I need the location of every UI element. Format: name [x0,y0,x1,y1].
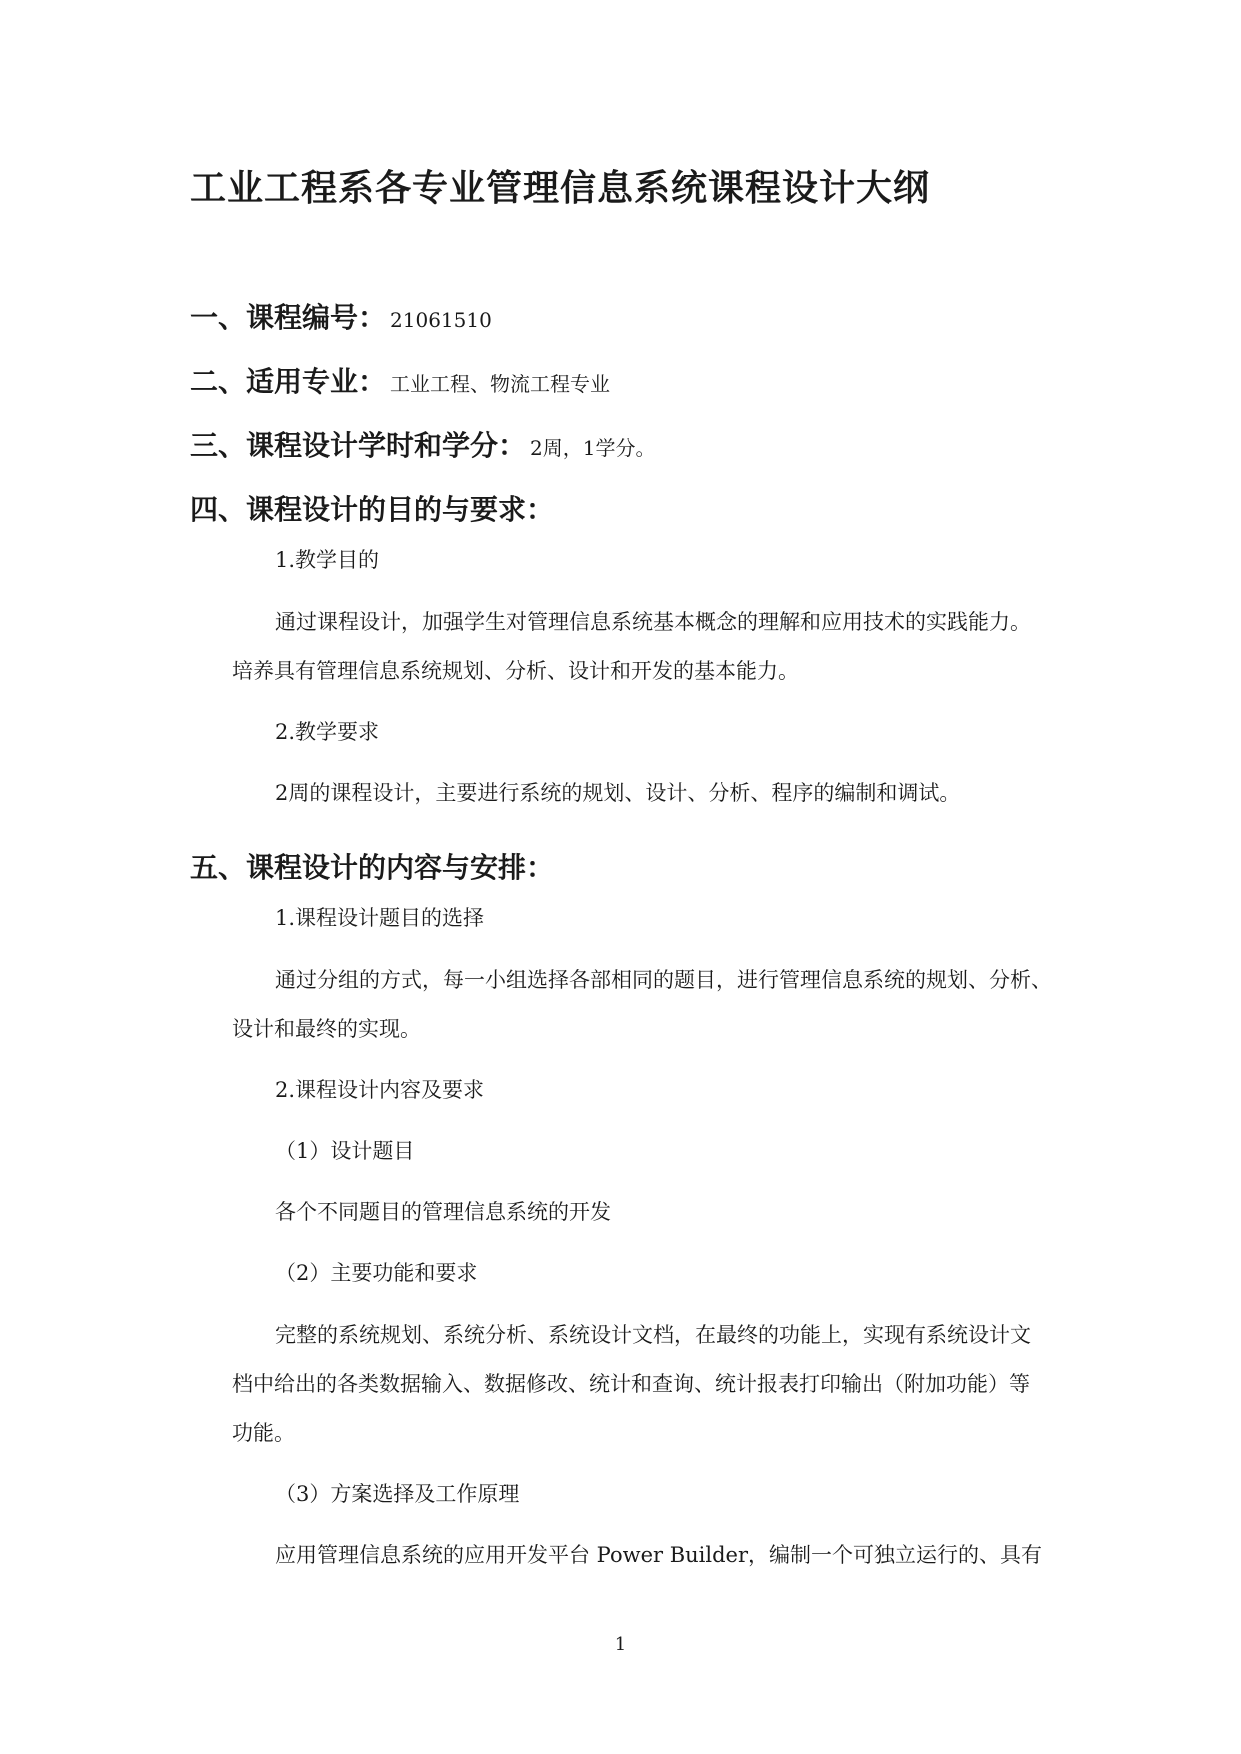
paragraph-line: 完整的系统规划、系统分析、系统设计文档，在最终的功能上，实现有系统设计文 [275,1323,1031,1347]
paragraph-line: 应用管理信息系统的应用开发平台 Power Builder，编制一个可独立运行的、具有 [275,1543,1043,1567]
paragraph-line: 设计和最终的实现。 [232,1017,421,1041]
subheading: 1.教学目的 [275,548,380,572]
paragraph-line: 各个不同题目的管理信息系统的开发 [275,1200,611,1224]
subheading: （1）设计题目 [275,1139,415,1163]
subheading: 2.课程设计内容及要求 [275,1078,485,1102]
document-title: 工业工程系各专业管理信息系统课程设计大纲 [190,168,931,209]
section-course-number [190,296,492,336]
paragraph-line: 功能。 [232,1421,295,1445]
section-label: 三、课程设计学时和学分： [190,429,527,462]
section-purpose-requirements [190,488,554,528]
paragraph-line: 通过分组的方式，每一小组选择各部相同的题目，进行管理信息系统的规划、分析、 [275,968,1052,992]
paragraph-line: 2周的课程设计，主要进行系统的规划、设计、分析、程序的编制和调试。 [275,781,961,805]
section-label: 一、课程编号： [190,301,387,334]
section-label: 二、适用专业： [190,365,387,398]
section-applicable-major [190,360,610,400]
subheading: 1.课程设计题目的选择 [275,906,485,930]
subheading: 2.教学要求 [275,720,380,744]
section-content-arrangement [190,846,554,886]
paragraph-line: 通过课程设计，加强学生对管理信息系统基本概念的理解和应用技术的实践能力。 [275,610,1031,634]
hours-credits-value: 2周，1学分。 [530,436,656,460]
paragraph-line: 档中给出的各类数据输入、数据修改、统计和查询、统计报表打印输出（附加功能）等 [232,1372,1030,1396]
section-label: 四、课程设计的目的与要求： [190,493,555,526]
page-number: 1 [614,1634,627,1655]
course-number-value: 21061510 [390,308,492,332]
section-hours-credits [190,424,655,464]
section-label: 五、课程设计的内容与安排： [190,851,555,884]
applicable-major-value: 工业工程、物流工程专业 [390,372,611,396]
subheading: （2）主要功能和要求 [275,1261,478,1285]
paragraph-line: 培养具有管理信息系统规划、分析、设计和开发的基本能力。 [232,659,799,683]
subheading: （3）方案选择及工作原理 [275,1482,520,1506]
